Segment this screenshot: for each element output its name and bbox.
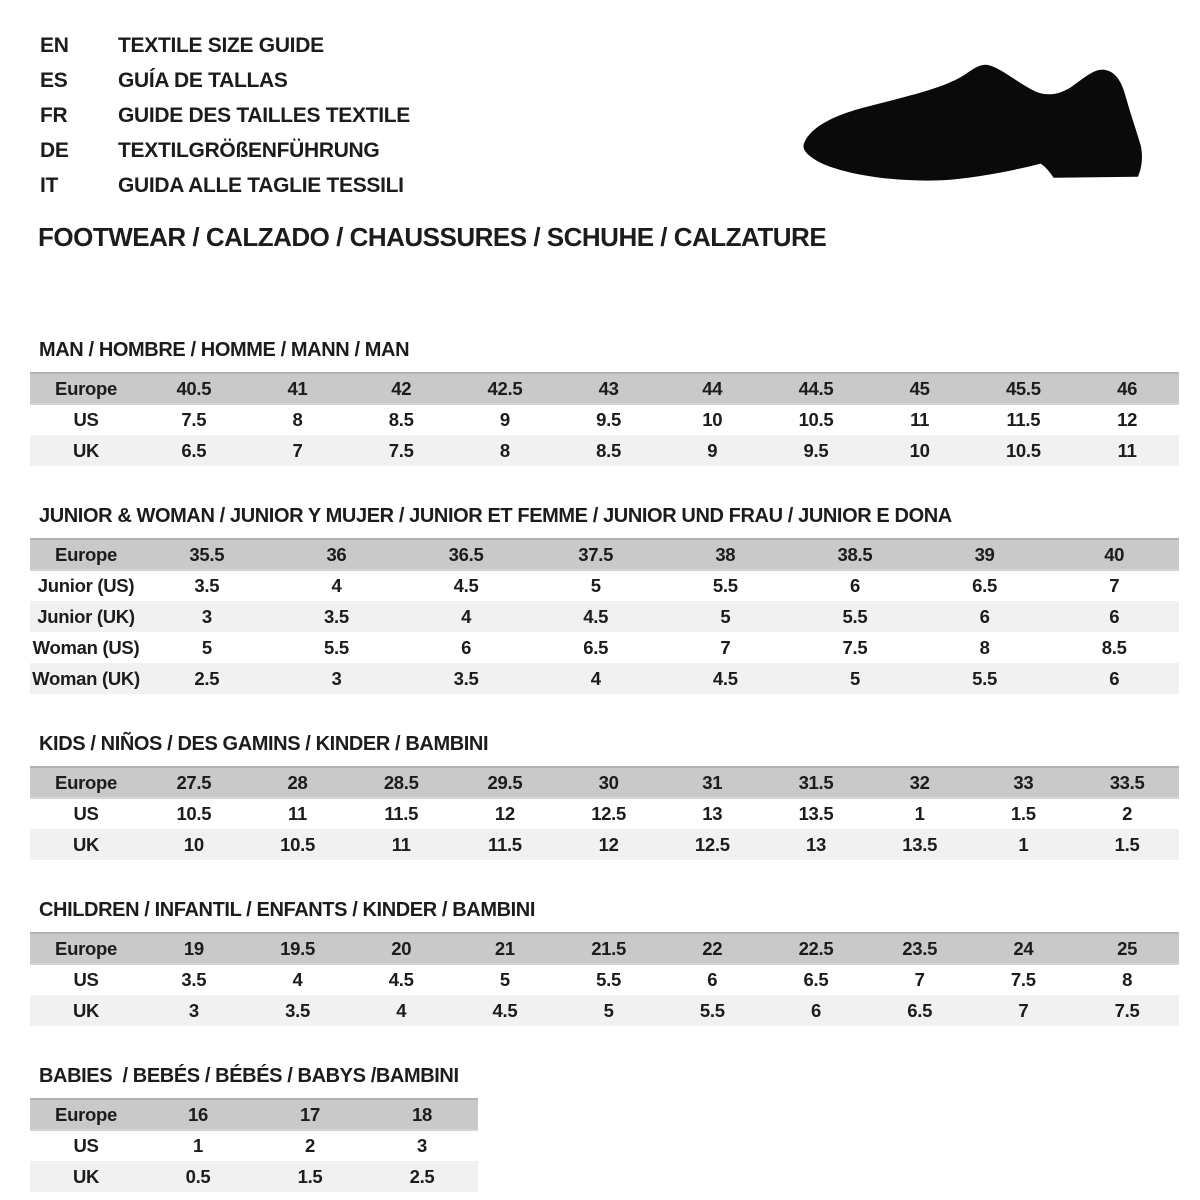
size-value: 13 bbox=[702, 803, 723, 824]
size-table bbox=[30, 372, 1179, 466]
size-value: 10.5 bbox=[280, 833, 315, 855]
table-header-row bbox=[30, 767, 1179, 798]
size-value: 5 bbox=[590, 575, 601, 596]
size-value: 25 bbox=[1117, 937, 1138, 959]
size-value: 8.5 bbox=[388, 409, 414, 430]
size-value: 4 bbox=[461, 605, 472, 627]
size-value: 13.5 bbox=[798, 803, 834, 824]
size-value: 19 bbox=[183, 937, 204, 959]
size-value: 22 bbox=[702, 937, 723, 959]
table-row bbox=[30, 663, 1179, 694]
section-title: JUNIOR & WOMAN / JUNIOR Y MUJER / JUNIOR ET FEMME / JUNIOR UND FRAU / JUNIOR E DONA bbox=[39, 505, 952, 527]
size-table bbox=[30, 538, 1179, 694]
language-label: TEXTILE SIZE GUIDE bbox=[118, 33, 324, 57]
table-row bbox=[30, 404, 1179, 435]
size-value: 11 bbox=[288, 803, 308, 824]
table-header-row bbox=[30, 373, 1179, 404]
size-value: 6 bbox=[979, 605, 990, 627]
size-value: 8.5 bbox=[596, 439, 621, 461]
size-value: 5.5 bbox=[596, 969, 621, 990]
language-label: TEXTILGRÖßENFÜHRUNG bbox=[118, 138, 380, 162]
size-value: 36.5 bbox=[448, 543, 484, 565]
size-value: 31.5 bbox=[798, 771, 834, 793]
size-value: 1 bbox=[1018, 833, 1029, 855]
size-value: 8.5 bbox=[1101, 636, 1127, 658]
language-row bbox=[40, 98, 410, 133]
size-value: 11.5 bbox=[384, 803, 419, 824]
size-value: 19.5 bbox=[280, 937, 315, 959]
size-value: 9 bbox=[499, 409, 510, 430]
size-value: 7.5 bbox=[1114, 999, 1140, 1021]
size-value: 32 bbox=[909, 771, 930, 793]
size-value: 3.5 bbox=[453, 667, 479, 689]
size-value: 12.5 bbox=[694, 833, 730, 855]
size-value: 45.5 bbox=[1005, 377, 1041, 399]
row-label: Europe bbox=[55, 543, 117, 565]
size-value: 44.5 bbox=[798, 377, 834, 399]
language-row bbox=[40, 168, 410, 203]
size-value: 4.5 bbox=[712, 667, 738, 689]
size-value: 44 bbox=[702, 377, 723, 399]
size-value: 5 bbox=[603, 999, 614, 1021]
row-label: US bbox=[73, 803, 99, 824]
size-value: 5.5 bbox=[972, 667, 997, 689]
size-table bbox=[30, 932, 1179, 1026]
size-value: 7 bbox=[914, 969, 925, 990]
table-row bbox=[30, 570, 1179, 601]
size-value: 4.5 bbox=[388, 969, 414, 990]
size-value: 40.5 bbox=[176, 377, 212, 399]
size-value: 23.5 bbox=[902, 937, 938, 959]
size-value: 1 bbox=[914, 803, 925, 824]
size-value: 22.5 bbox=[798, 937, 834, 959]
size-value: 8 bbox=[979, 636, 990, 658]
size-value: 6.5 bbox=[907, 999, 933, 1021]
size-value: 5.5 bbox=[324, 636, 349, 658]
language-label: GUIDE DES TAILLES TEXTILE bbox=[118, 103, 410, 127]
size-section bbox=[30, 732, 1179, 860]
size-value: 5 bbox=[849, 667, 860, 689]
size-table bbox=[30, 766, 1179, 860]
size-section bbox=[30, 898, 1179, 1026]
size-value: 7 bbox=[1018, 999, 1029, 1021]
size-value: 35.5 bbox=[189, 543, 225, 565]
size-value: 5.5 bbox=[712, 575, 738, 596]
size-value: 5.5 bbox=[842, 605, 868, 627]
size-table bbox=[30, 1098, 478, 1192]
size-value: 10.5 bbox=[176, 803, 212, 824]
size-value: 9 bbox=[707, 439, 718, 461]
language-code: DE bbox=[40, 138, 69, 162]
size-value: 4 bbox=[396, 999, 407, 1021]
size-value: 12 bbox=[1117, 409, 1138, 430]
language-label: GUÍA DE TALLAS bbox=[118, 68, 288, 92]
size-value: 4 bbox=[331, 575, 342, 596]
size-value: 2 bbox=[1122, 803, 1133, 824]
size-value: 33.5 bbox=[1109, 771, 1145, 793]
size-value: 12 bbox=[494, 803, 515, 824]
size-value: 6 bbox=[1109, 605, 1120, 627]
size-value: 11 bbox=[391, 833, 411, 855]
size-value: 12 bbox=[598, 833, 619, 855]
table-row bbox=[30, 601, 1179, 632]
size-value: 7.5 bbox=[1010, 969, 1036, 990]
size-value: 1.5 bbox=[1010, 803, 1036, 824]
size-value: 8 bbox=[292, 409, 303, 430]
size-value: 4.5 bbox=[492, 999, 518, 1021]
size-value: 3 bbox=[417, 1135, 427, 1156]
row-label: UK bbox=[72, 439, 100, 461]
language-code: ES bbox=[40, 68, 68, 92]
size-value: 30 bbox=[598, 771, 619, 793]
size-value: 10 bbox=[909, 439, 930, 461]
table-row bbox=[30, 798, 1179, 829]
size-value: 21 bbox=[494, 937, 515, 959]
size-value: 41 bbox=[287, 377, 308, 399]
size-value: 13.5 bbox=[902, 833, 938, 855]
category-title: FOOTWEAR / CALZADO / CHAUSSURES / SCHUHE / CALZATURE bbox=[38, 222, 827, 252]
size-value: 9.5 bbox=[803, 439, 829, 461]
language-code: IT bbox=[40, 173, 59, 197]
size-value: 5 bbox=[499, 969, 510, 990]
section-title: CHILDREN / INFANTIL / ENFANTS / KINDER / BAMBINI bbox=[39, 899, 535, 921]
row-label: UK bbox=[72, 833, 100, 855]
size-value: 42 bbox=[391, 377, 412, 399]
size-value: 5 bbox=[720, 605, 731, 627]
size-section bbox=[30, 338, 1179, 466]
size-value: 45 bbox=[909, 377, 930, 399]
size-value: 6.5 bbox=[972, 575, 997, 596]
size-value: 2.5 bbox=[194, 667, 220, 689]
size-value: 1.5 bbox=[1114, 833, 1140, 855]
row-label: Woman (US) bbox=[32, 636, 140, 658]
size-value: 8 bbox=[1122, 969, 1133, 990]
size-value: 16 bbox=[188, 1103, 208, 1125]
language-row bbox=[40, 63, 410, 98]
size-value: 6 bbox=[461, 636, 472, 658]
size-value: 3 bbox=[331, 667, 342, 689]
size-value: 3.5 bbox=[285, 999, 310, 1021]
size-value: 6.5 bbox=[181, 439, 207, 461]
table-row bbox=[30, 995, 1179, 1026]
size-value: 7 bbox=[292, 439, 303, 461]
size-value: 33 bbox=[1013, 771, 1034, 793]
size-value: 38.5 bbox=[837, 543, 873, 565]
size-value: 10 bbox=[702, 409, 723, 430]
size-value: 7.5 bbox=[842, 636, 868, 658]
size-value: 18 bbox=[412, 1103, 432, 1125]
language-row bbox=[40, 133, 410, 168]
size-value: 29.5 bbox=[487, 771, 523, 793]
size-section bbox=[30, 504, 1179, 694]
size-value: 1.5 bbox=[297, 1165, 323, 1187]
language-code: FR bbox=[40, 103, 68, 127]
size-value: 28.5 bbox=[383, 771, 419, 793]
shoe-silhouette-icon bbox=[800, 58, 1145, 190]
size-value: 2 bbox=[305, 1135, 315, 1156]
row-label: Europe bbox=[55, 377, 117, 399]
language-code: EN bbox=[40, 33, 69, 57]
size-value: 13 bbox=[805, 833, 826, 855]
size-value: 5 bbox=[201, 636, 212, 658]
size-sections bbox=[30, 338, 1179, 1200]
size-value: 10 bbox=[183, 833, 204, 855]
table-header-row bbox=[30, 933, 1179, 964]
size-value: 6.5 bbox=[583, 636, 609, 658]
size-value: 31 bbox=[702, 771, 723, 793]
size-value: 4.5 bbox=[453, 575, 479, 596]
size-value: 38 bbox=[715, 543, 736, 565]
table-row bbox=[30, 435, 1179, 466]
row-label: Woman (UK) bbox=[32, 667, 140, 689]
size-value: 40 bbox=[1104, 543, 1125, 565]
section-title: KIDS / NIÑOS / DES GAMINS / KINDER / BAMBINI bbox=[39, 733, 489, 755]
row-label: Junior (US) bbox=[37, 575, 135, 596]
size-value: 7.5 bbox=[388, 439, 414, 461]
size-value: 3.5 bbox=[181, 969, 207, 990]
size-value: 10.5 bbox=[1005, 439, 1041, 461]
size-value: 20 bbox=[391, 937, 412, 959]
language-list bbox=[40, 28, 410, 203]
row-label: UK bbox=[72, 999, 100, 1021]
table-row bbox=[30, 964, 1179, 995]
row-label: Europe bbox=[55, 937, 117, 959]
size-value: 12.5 bbox=[591, 803, 626, 824]
row-label: US bbox=[73, 409, 99, 430]
size-value: 6 bbox=[849, 575, 860, 596]
size-value: 6.5 bbox=[803, 969, 829, 990]
size-value: 11.5 bbox=[1006, 409, 1041, 430]
size-value: 17 bbox=[300, 1103, 320, 1125]
size-value: 8 bbox=[499, 439, 510, 461]
size-value: 4 bbox=[292, 969, 303, 990]
size-value: 7 bbox=[1109, 575, 1120, 596]
size-value: 46 bbox=[1117, 377, 1138, 399]
section-title: BABIES / BEBÉS / BÉBÉS / BABYS /BAMBINI bbox=[39, 1065, 459, 1087]
table-row bbox=[30, 829, 1179, 860]
size-value: 3.5 bbox=[324, 605, 349, 627]
size-value: 11 bbox=[1117, 439, 1137, 461]
row-label: Europe bbox=[55, 771, 117, 793]
size-value: 43 bbox=[598, 377, 619, 399]
table-row bbox=[30, 1130, 478, 1161]
row-label: US bbox=[73, 969, 99, 990]
size-value: 3 bbox=[201, 605, 212, 627]
table-row bbox=[30, 1161, 478, 1192]
size-value: 4.5 bbox=[583, 605, 609, 627]
size-value: 6 bbox=[810, 999, 821, 1021]
section-title: MAN / HOMBRE / HOMME / MANN / MAN bbox=[39, 339, 410, 361]
row-label: UK bbox=[72, 1165, 100, 1187]
size-value: 42.5 bbox=[487, 377, 523, 399]
language-row bbox=[40, 28, 410, 63]
size-value: 37.5 bbox=[578, 543, 614, 565]
size-value: 11 bbox=[910, 409, 930, 430]
size-value: 21.5 bbox=[591, 937, 626, 959]
size-value: 6 bbox=[707, 969, 718, 990]
size-value: 3.5 bbox=[194, 575, 220, 596]
size-value: 7 bbox=[720, 636, 731, 658]
size-value: 6 bbox=[1109, 667, 1120, 689]
language-label: GUIDA ALLE TAGLIE TESSILI bbox=[118, 173, 404, 197]
size-value: 5.5 bbox=[699, 999, 725, 1021]
size-value: 1 bbox=[193, 1135, 203, 1156]
size-value: 24 bbox=[1013, 937, 1034, 959]
size-value: 39 bbox=[974, 543, 995, 565]
size-value: 28 bbox=[287, 771, 308, 793]
size-value: 2.5 bbox=[409, 1165, 435, 1187]
row-label: Europe bbox=[55, 1103, 117, 1125]
row-label: Junior (UK) bbox=[37, 605, 135, 627]
size-value: 4 bbox=[590, 667, 601, 689]
size-value: 0.5 bbox=[185, 1165, 211, 1187]
size-value: 3 bbox=[188, 999, 199, 1021]
size-value: 10.5 bbox=[798, 409, 834, 430]
size-value: 11.5 bbox=[488, 833, 522, 855]
table-row bbox=[30, 632, 1179, 663]
size-value: 9.5 bbox=[596, 409, 621, 430]
size-section bbox=[30, 1064, 1179, 1192]
table-header-row bbox=[30, 539, 1179, 570]
size-value: 36 bbox=[326, 543, 347, 565]
size-value: 27.5 bbox=[176, 771, 212, 793]
row-label: US bbox=[73, 1135, 99, 1156]
size-value: 7.5 bbox=[181, 409, 207, 430]
table-header-row bbox=[30, 1099, 478, 1130]
